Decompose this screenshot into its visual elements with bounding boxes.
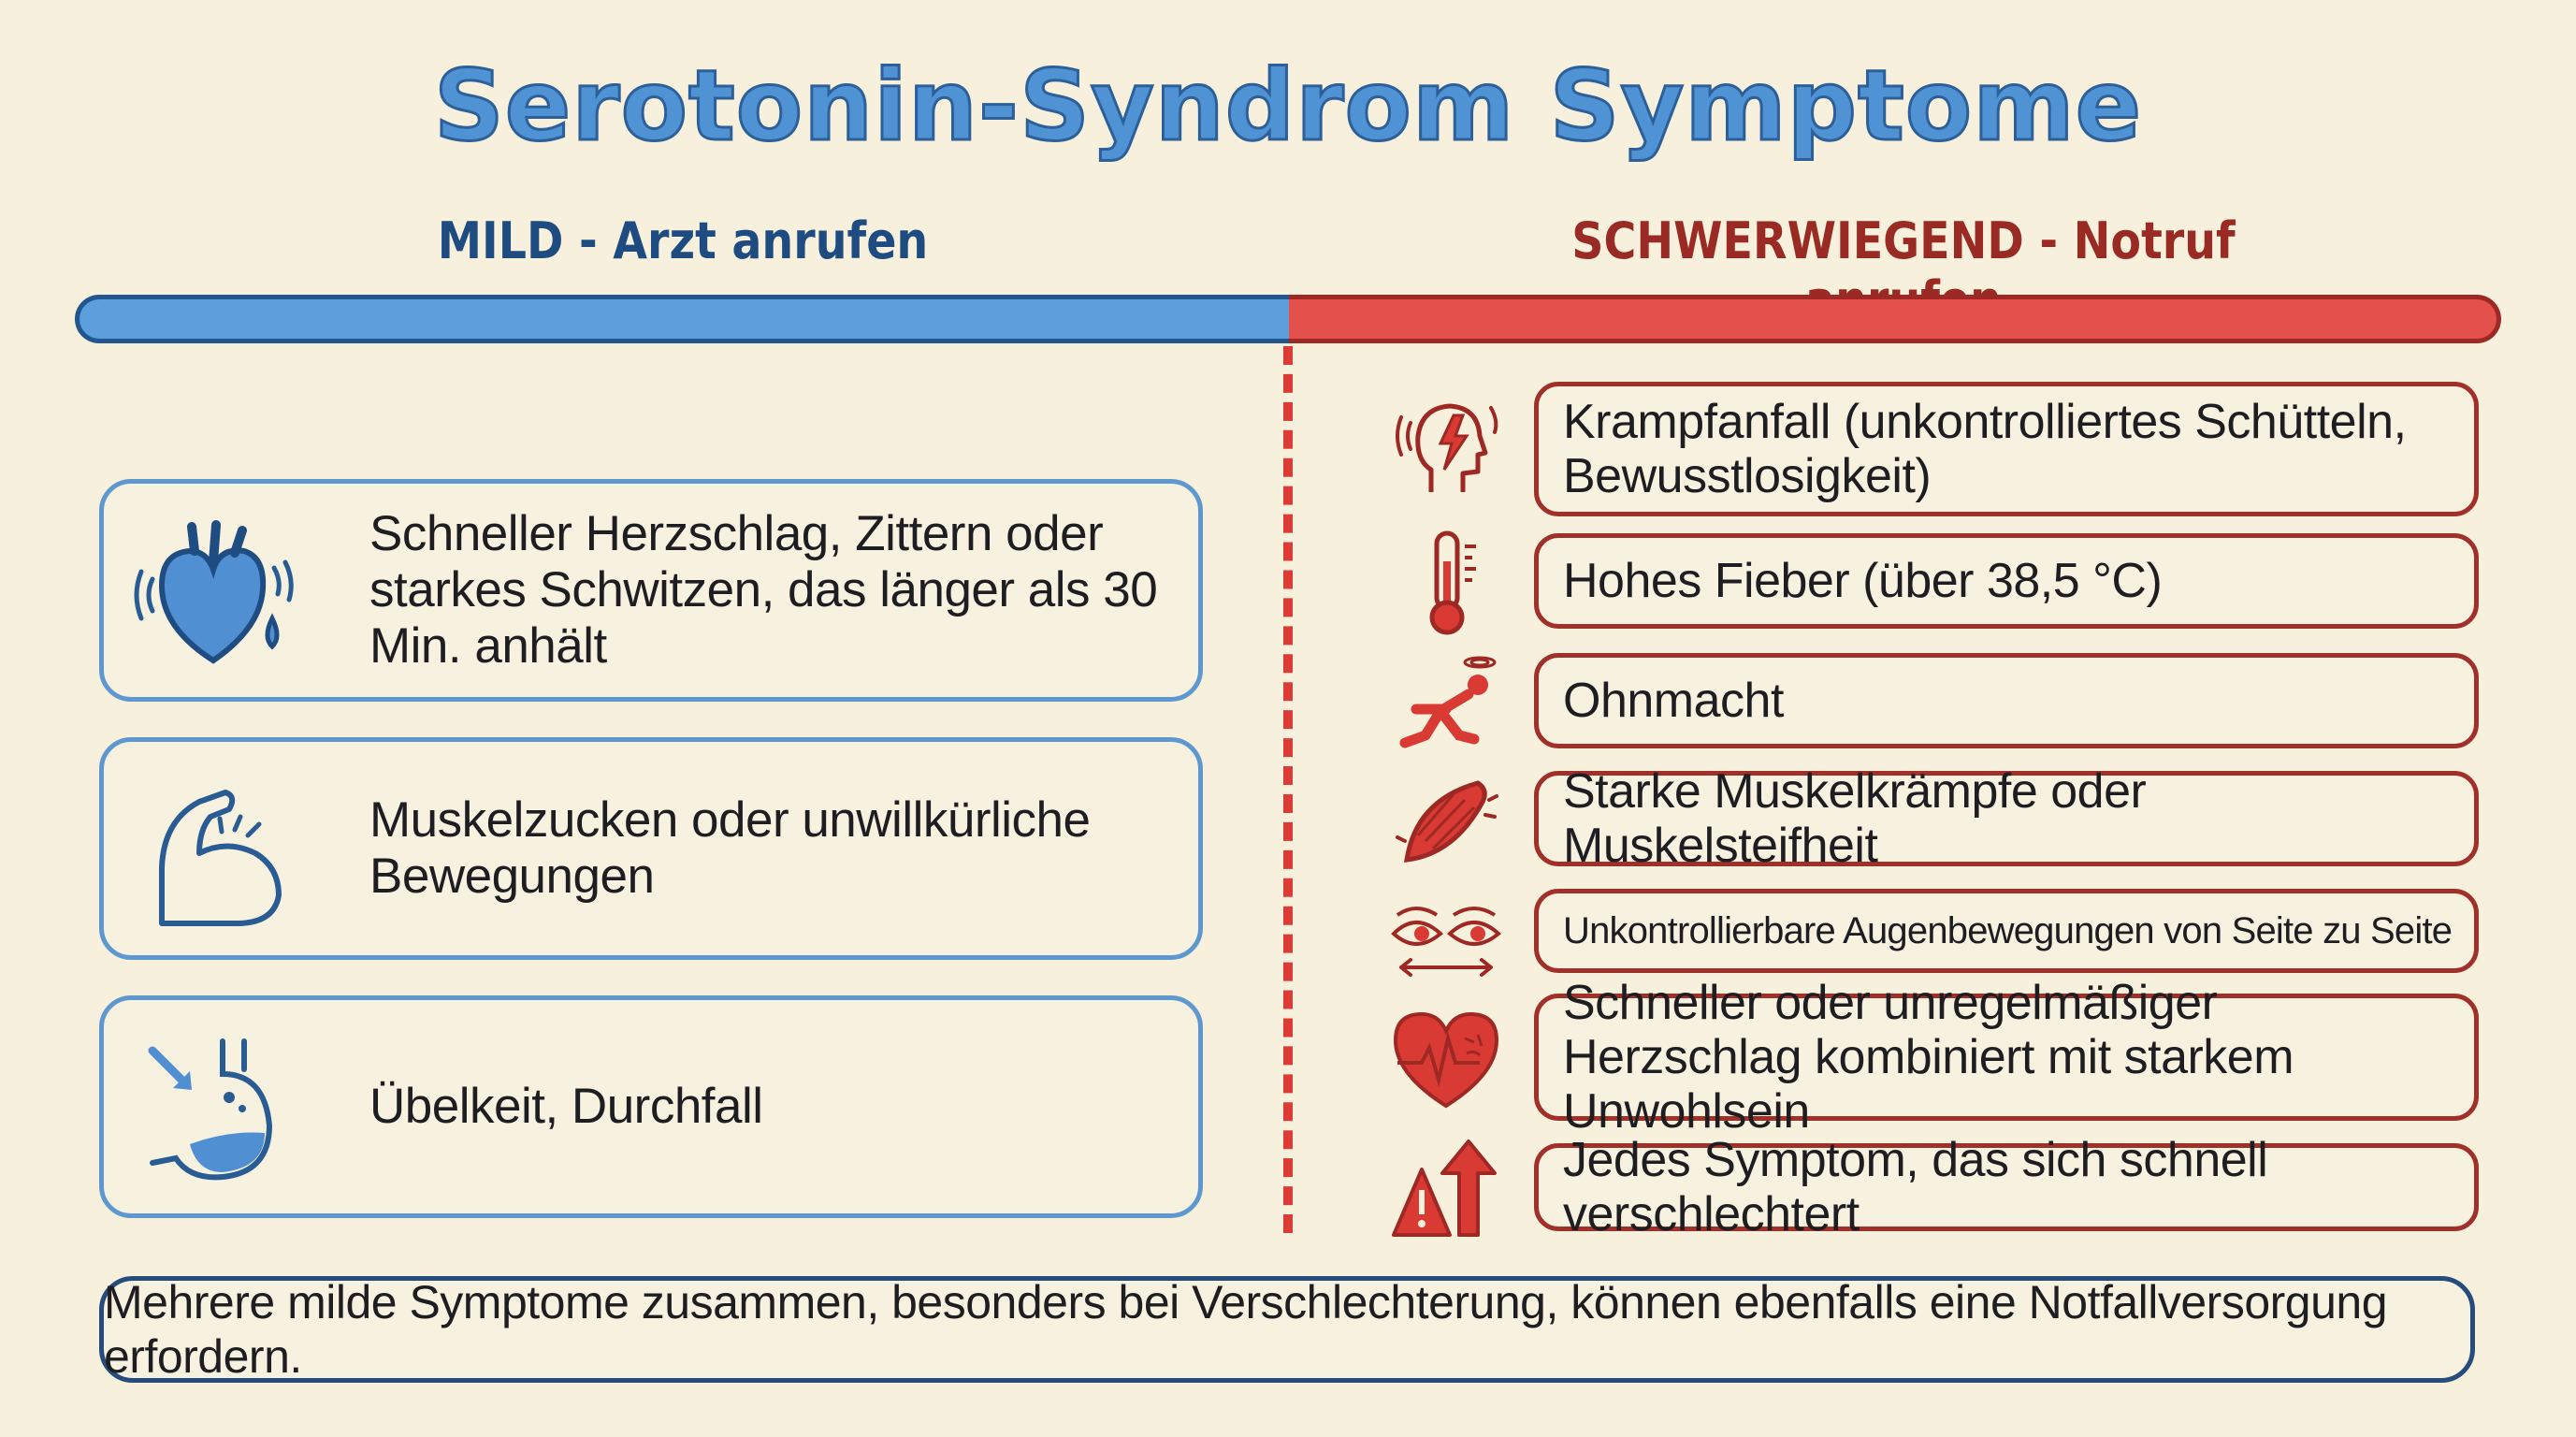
heart-sweat-icon xyxy=(124,506,302,684)
muscle-cramp-icon xyxy=(1388,762,1504,878)
mild-severity-bar xyxy=(75,295,1291,343)
mild-symptom-text: Muskelzucken oder unwillkürliche Bewegungen xyxy=(369,792,1091,904)
severe-symptom-card: Hohes Fieber (über 38,5 °C) xyxy=(1534,533,2479,629)
seizure-head-icon xyxy=(1388,389,1504,505)
eye-movement-icon xyxy=(1388,878,1504,994)
severe-symptom-card: Schneller oder unregelmäßiger Herzschlag kombiniert mit starkem Unwohlsein xyxy=(1534,994,2479,1121)
mild-header: MILD - Arzt anrufen xyxy=(437,211,929,270)
mild-symptom-card xyxy=(99,479,1203,702)
page-title: Serotonin-Syndrom Symptome xyxy=(433,49,2143,163)
footer-note: Mehrere milde Symptome zusammen, besonders bei Verschlechterung, können ebenfalls eine Notfallversorgung erfordern. xyxy=(99,1276,2475,1383)
severe-symptom-card: Krampfanfall (unkontrolliertes Schütteln, Bewusstlosigkeit) xyxy=(1534,382,2479,516)
section-divider xyxy=(1283,346,1293,1233)
mild-symptom-card xyxy=(99,995,1203,1218)
mild-symptom-text: Schneller Herzschlag, Zittern oder starkes Schwitzen, das länger als 30 Min. anhält xyxy=(369,506,1158,674)
severe-symptom-card: Unkontrollierbare Augenbewegungen von Seite zu Seite xyxy=(1534,889,2479,973)
severe-symptom-card: Starke Muskelkrämpfe oder Muskelsteifheit xyxy=(1534,771,2479,866)
severe-header: SCHWERWIEGEND - Notruf xyxy=(1571,211,2236,270)
severe-symptom-card: Jedes Symptom, das sich schnell verschlechtert xyxy=(1534,1143,2479,1231)
mild-symptom-text: Übelkeit, Durchfall xyxy=(369,1079,763,1134)
heart-ecg-icon xyxy=(1388,1001,1504,1117)
mild-symptom-card xyxy=(99,737,1203,960)
warning-arrow-icon xyxy=(1388,1132,1504,1248)
muscle-twitch-icon xyxy=(124,764,302,942)
thermometer-icon xyxy=(1388,524,1504,640)
severe-severity-bar xyxy=(1289,295,2501,343)
severe-symptom-card: Ohnmacht xyxy=(1534,653,2479,748)
fainting-person-icon xyxy=(1388,646,1504,762)
stomach-icon xyxy=(124,1023,302,1200)
